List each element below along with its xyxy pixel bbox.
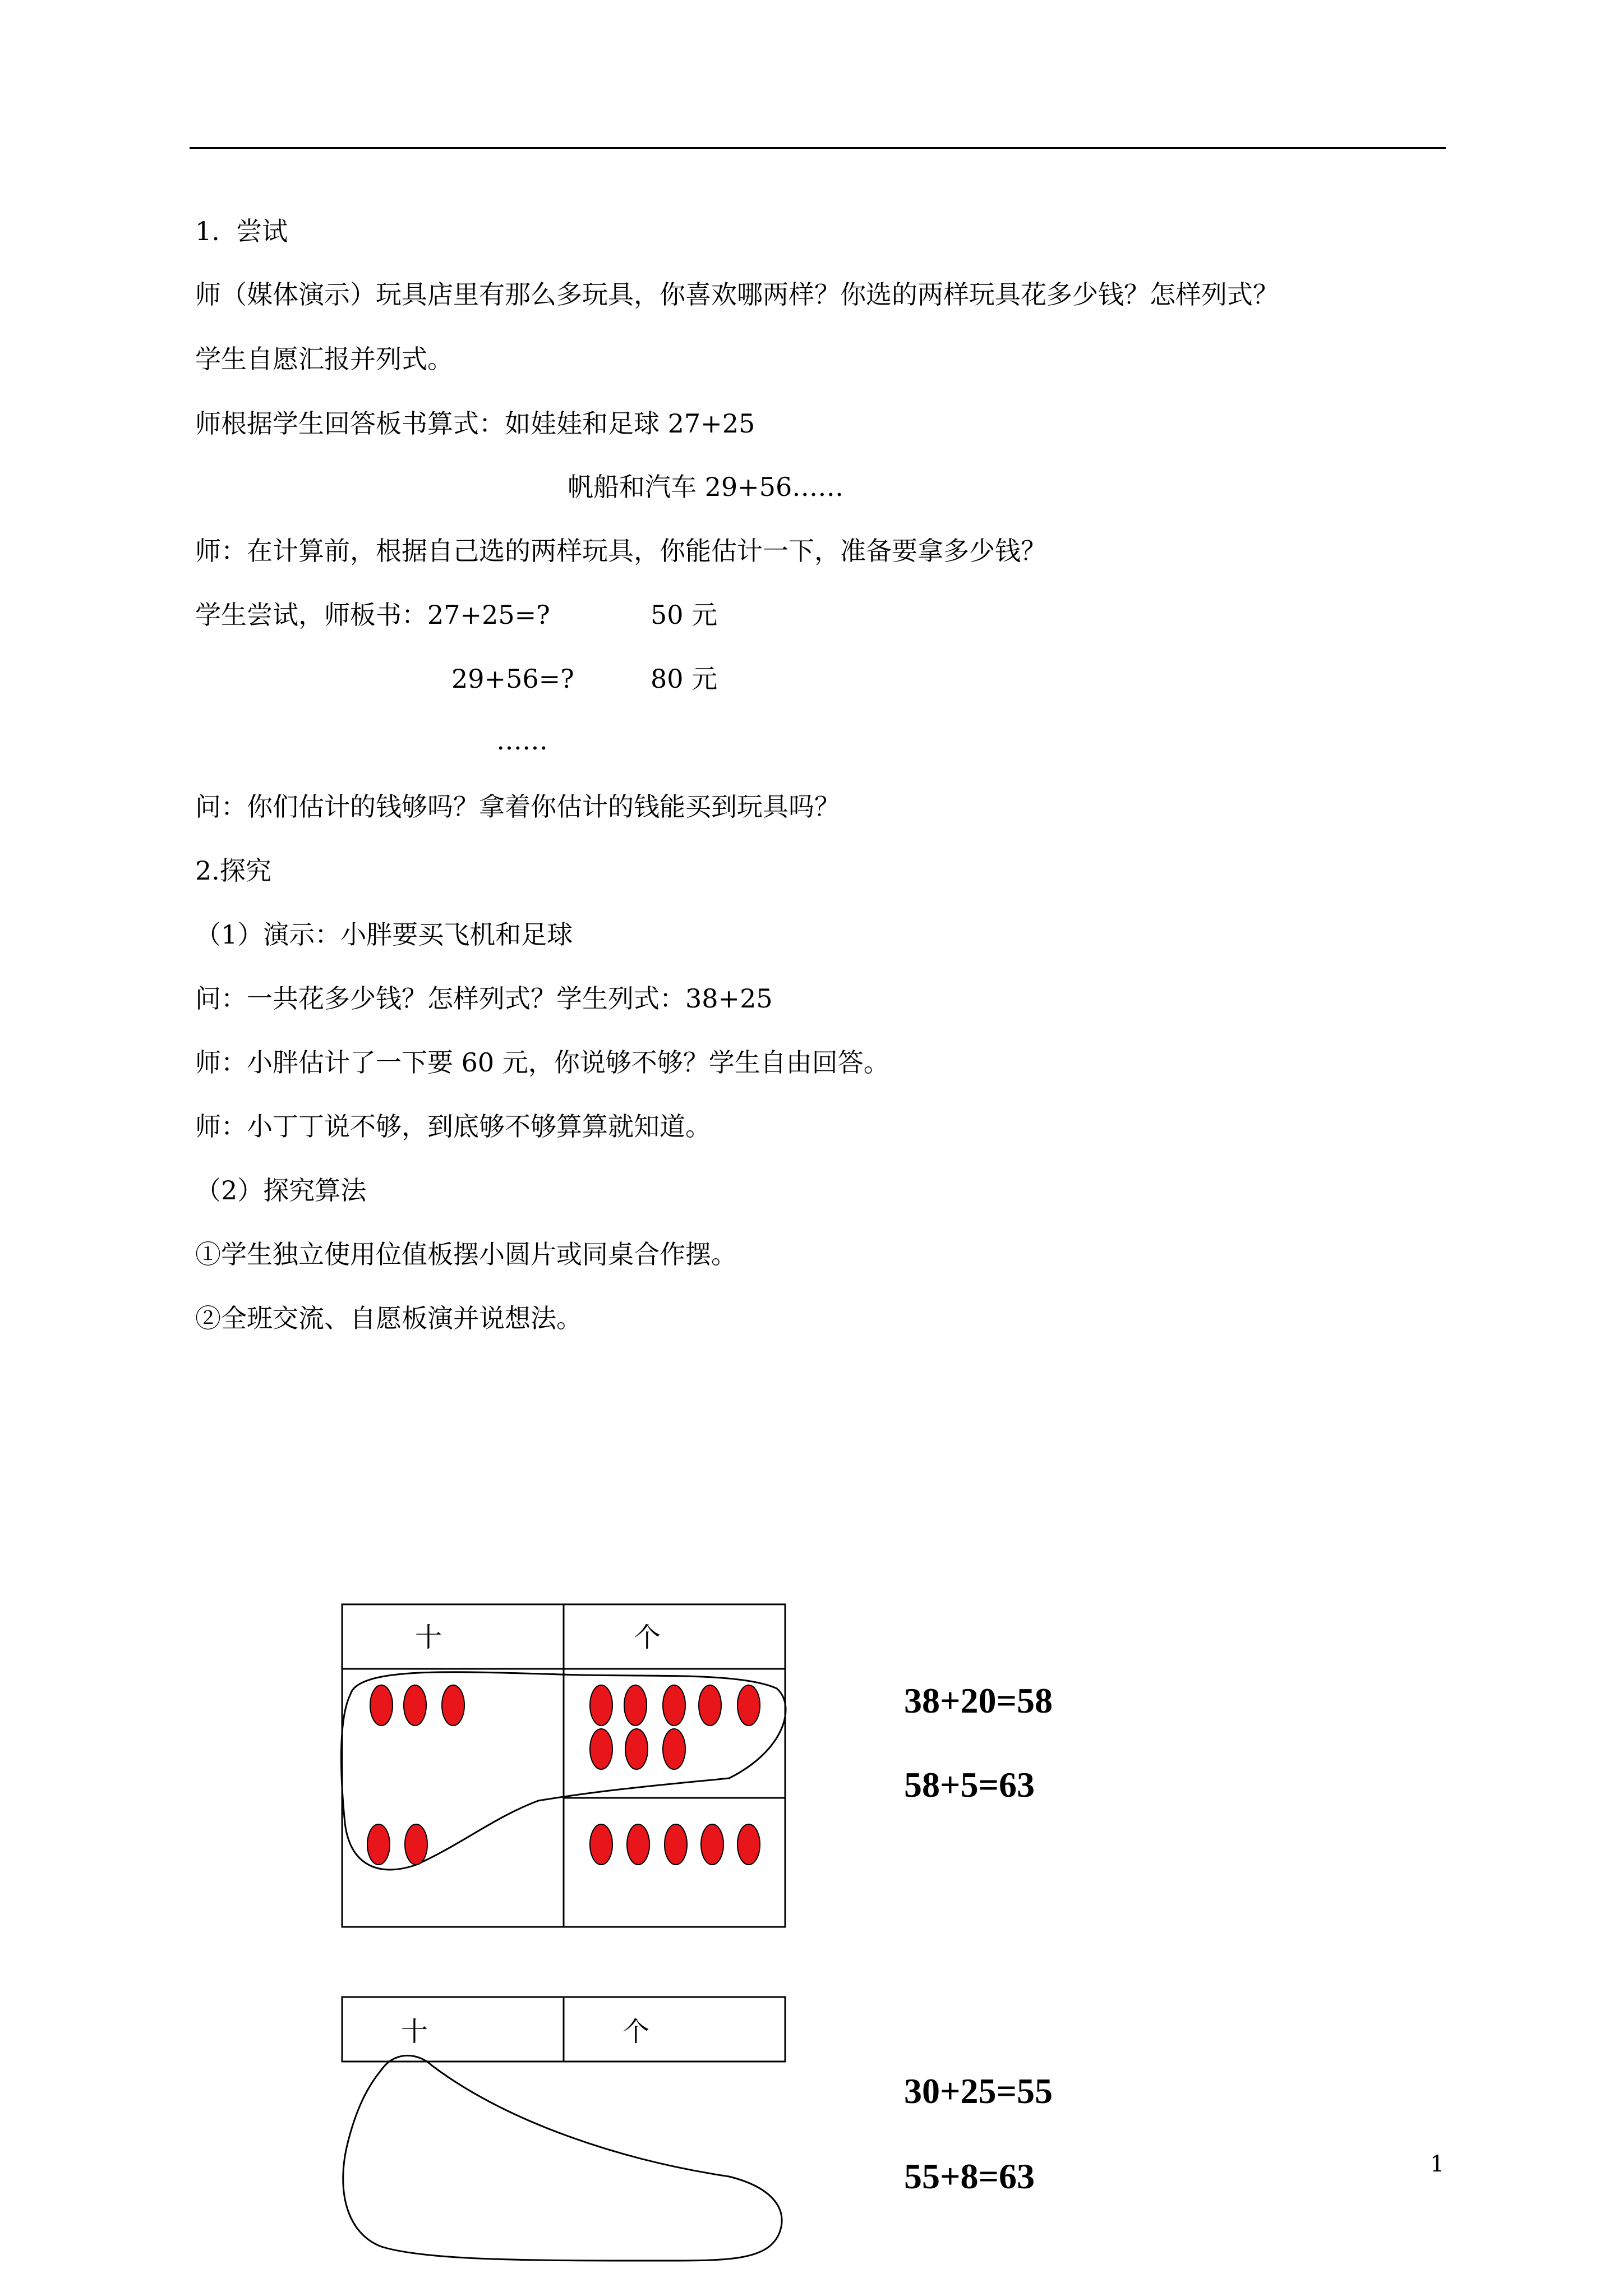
counter	[405, 1824, 427, 1865]
text-line: 师（媒体演示）玩具店里有那么多玩具，你喜欢哪两样？你选的两样玩具花多少钱？怎样列式？	[195, 279, 1279, 310]
counter	[663, 1729, 685, 1769]
estimate-value: 50 元	[651, 600, 718, 630]
place-value-board-2	[342, 1997, 785, 2261]
text-line: 学生尝试，师板书：27+25=?	[195, 600, 550, 630]
place-value-board-1	[341, 1604, 786, 1927]
counter	[370, 1685, 393, 1726]
equation: 55+8=63	[904, 2156, 1035, 2196]
counter	[665, 1824, 687, 1865]
text-line: 问：你们估计的钱够吗？拿着你估计的钱能买到玩具吗？	[195, 792, 840, 822]
equation: 58+5=63	[904, 1765, 1035, 1805]
text-line: 师：小胖估计了一下要 60 元，你说够不够？学生自由回答。	[195, 1047, 889, 1078]
page-number: 1	[1430, 2151, 1445, 2177]
text-line: 29+56=?	[451, 664, 574, 694]
counter	[737, 1685, 760, 1726]
tens-header: 十	[401, 2016, 428, 2047]
equation: 38+20=58	[904, 1681, 1053, 1720]
counter	[404, 1685, 426, 1726]
counter	[627, 1824, 649, 1865]
ellipsis: ……	[496, 725, 548, 756]
counter	[590, 1685, 612, 1726]
grouping-loop	[343, 2055, 782, 2261]
counter	[737, 1824, 760, 1865]
counter	[625, 1729, 648, 1769]
ones-header: 个	[634, 1622, 661, 1653]
equation: 30+25=55	[904, 2071, 1053, 2111]
text-line: 师根据学生回答板书算式：如娃娃和足球 27+25	[195, 408, 755, 439]
counter	[699, 1685, 721, 1726]
text-line: 学生自愿汇报并列式。	[195, 344, 453, 374]
text-line: （2）探究算法	[195, 1175, 367, 1205]
counter	[590, 1729, 612, 1769]
section-title-explore: 2.探究	[195, 855, 271, 886]
counter	[442, 1685, 464, 1726]
text-line: 师：小丁丁说不够，到底够不够算算就知道。	[195, 1111, 711, 1142]
counter	[663, 1685, 685, 1726]
counter	[367, 1824, 390, 1865]
counter	[624, 1685, 647, 1726]
text-line: ②全班交流、自愿板演并说想法。	[195, 1303, 582, 1333]
estimate-value: 80 元	[651, 664, 718, 694]
ones-header: 个	[623, 2016, 650, 2047]
section-title-try: 1. 尝试	[195, 216, 288, 246]
tens-header: 十	[415, 1622, 442, 1653]
counter	[701, 1824, 723, 1865]
text-line: （1）演示：小胖要买飞机和足球	[195, 919, 573, 950]
text-line: 师：在计算前，根据自己选的两样玩具，你能估计一下，准备要拿多少钱？	[195, 536, 1046, 566]
text-line: 帆船和汽车 29+56……	[568, 472, 844, 502]
text-line: ①学生独立使用位值板摆小圆片或同桌合作摆。	[195, 1239, 737, 1269]
text-line: 问：一共花多少钱？怎样列式？学生列式：38+25	[195, 983, 773, 1014]
counter	[590, 1824, 612, 1865]
